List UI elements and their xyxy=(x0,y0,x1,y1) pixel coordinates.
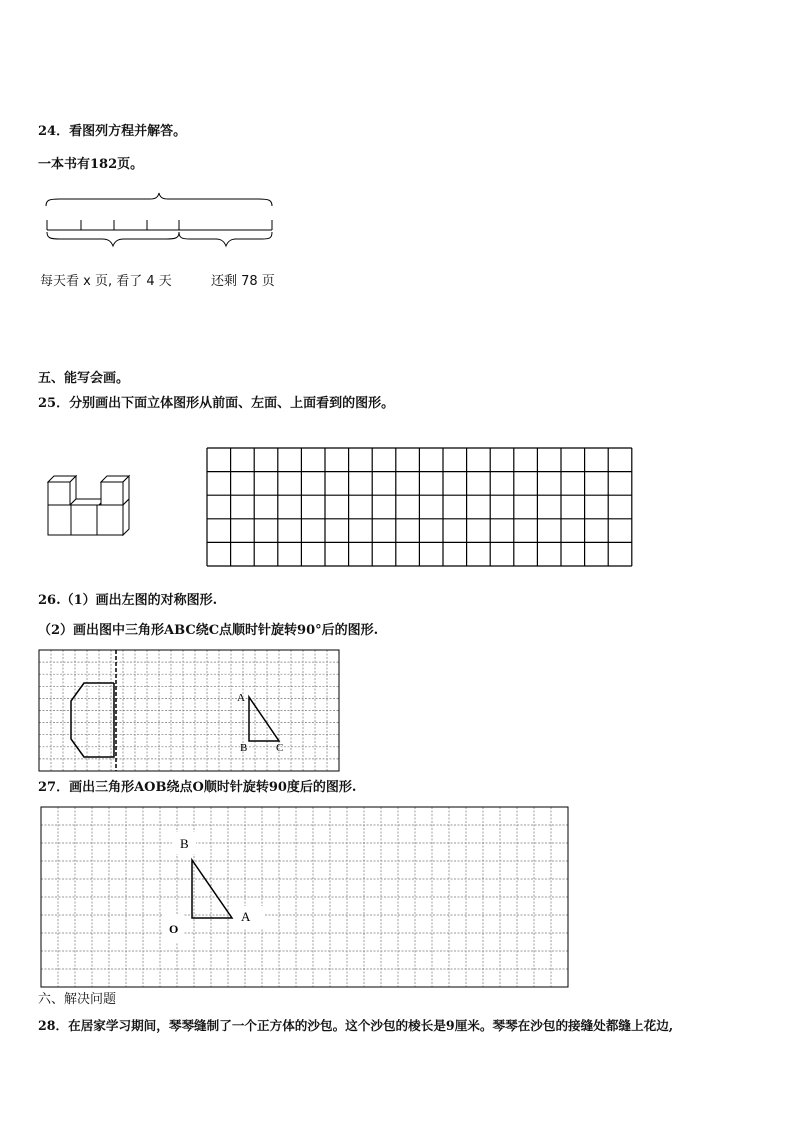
q26-label-c: C xyxy=(276,742,284,754)
q25-cube-figure xyxy=(46,470,136,540)
q27-label-b: B xyxy=(180,836,189,851)
q27-triangle-aob xyxy=(192,860,232,918)
q26-part2: （2）画出图中三角形ABC绕C点顺时针旋转90°后的图形. xyxy=(38,623,379,638)
q28-text: 28．在居家学习期间，琴琴缝制了一个正方体的沙包。这个沙包的棱长是9厘米。琴琴在沙包的接缝处都缝上花边, xyxy=(38,1018,674,1033)
q26-label-b: B xyxy=(240,742,248,754)
q26-label-a: A xyxy=(237,692,245,704)
q27-title: 27．画出三角形AOB绕点O顺时针旋转90度后的图形. xyxy=(38,780,357,795)
q24-title: 24．看图列方程并解答。 xyxy=(38,124,187,139)
q27-label-a: A xyxy=(241,909,251,924)
q24-intro: 一本书有182页。 xyxy=(38,157,144,172)
section6-heading: 六、解决问题 xyxy=(38,992,117,1007)
q27-grid-figure[interactable] xyxy=(38,806,572,990)
q24-label-right: 还剩 78 页 xyxy=(211,274,275,289)
q24-segment-diagram xyxy=(40,192,280,252)
q24-label-left: 每天看 x 页, 看了 4 天 xyxy=(40,274,172,289)
q25-answer-grid[interactable] xyxy=(206,447,636,569)
q25-title: 25．分别画出下面立体图形从前面、左面、上面看到的图形。 xyxy=(38,396,395,411)
q27-label-o: O xyxy=(169,922,179,936)
q26-half-shape xyxy=(71,683,114,757)
q26-part1: 26.（1）画出左图的对称图形. xyxy=(38,593,218,608)
q26-grid-figure[interactable] xyxy=(38,649,343,775)
section5-heading: 五、能写会画。 xyxy=(38,371,130,386)
